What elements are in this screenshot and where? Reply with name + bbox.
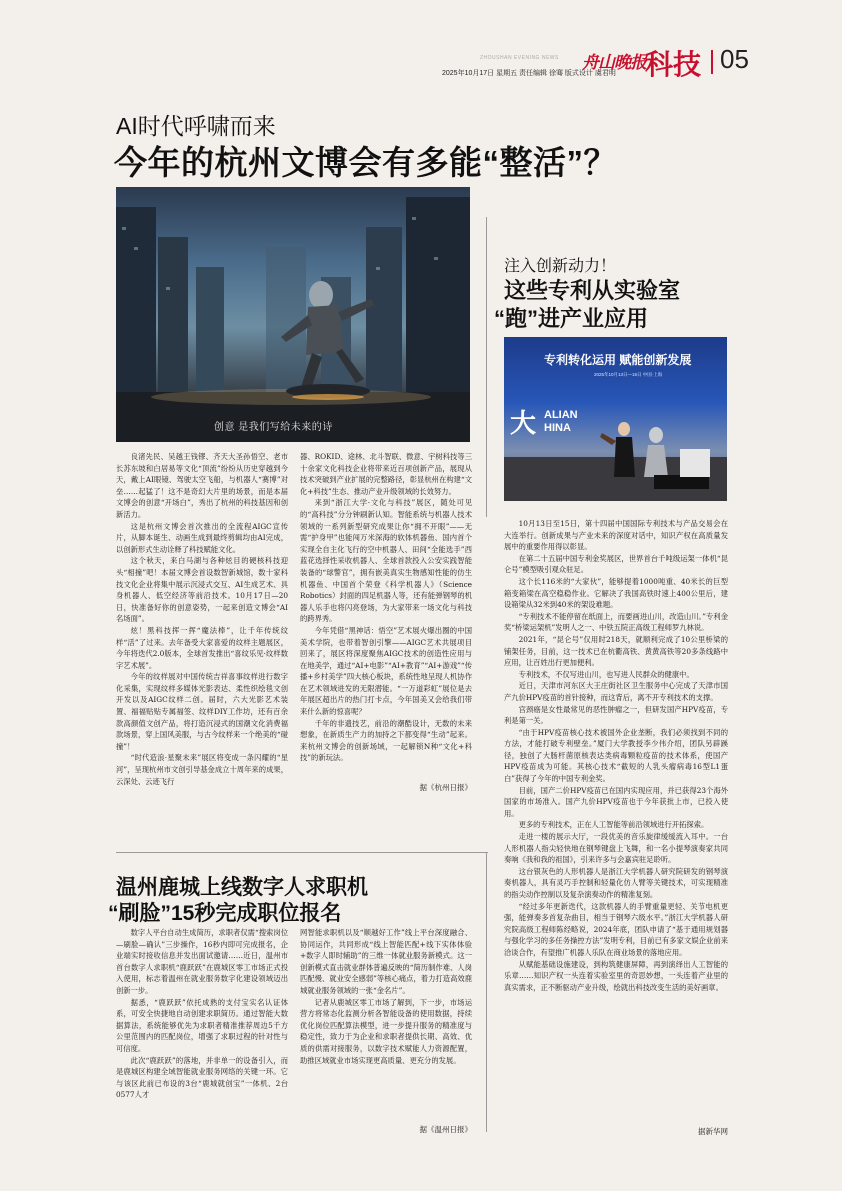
side-photo bbox=[504, 337, 727, 501]
side-headline-line-2: “跑”进产业应用 bbox=[494, 306, 649, 331]
skyscraper-scene-illustration bbox=[116, 187, 470, 442]
paragraph: 近日，天津市河东区大王庄街社区卫生服务中心完成了天津市国产九价HPV疫苗的首针接种，而这背后，离不开专利技术的支撑。 bbox=[504, 681, 728, 702]
paragraph: 10月13日至15日，第十四届中国国际专利技术与产品交易会在大连举行。创新成果与产业未来的深度对话中，知识产权在高质量发展中的重要作用得以彰显。 bbox=[504, 519, 728, 552]
section-divider-line bbox=[116, 852, 488, 853]
paragraph: 记者从鹿城区零工市场了解到，下一步，市场运营方将常态化监测分析各智能设备的使用数据，持续优化岗位匹配算法模型，进一步提升服务的精准度与稳定性，致力于为企业和求职者提供长期、高效、优质的供需对接服务，以数字技术赋能人力资源配置，助推区域就业市场实现更高质量、更充分的发展。 bbox=[300, 997, 472, 1065]
paragraph: 据悉，“鹿跃跃”依托成熟的支付宝实名认证体系，可安全快捷地自动创建求职简历。通过智能大数据算法，系统能够优先为求职者精准推荐周边5千方公里范围内的匹配岗位，增强了求职过程的针对性与可信度。 bbox=[116, 997, 288, 1053]
section-title: 科技 bbox=[645, 48, 702, 81]
side-kicker: 注入创新动力！ bbox=[504, 258, 617, 275]
paragraph: 2021年，“昆仑号”仅用时218天，就顺利完成了10公里桥梁的铺架任务，目前，这一技术已在杭衢高铁、黄黄高铁等20多条线路中应用，让百姓出行更加便利。 bbox=[504, 634, 728, 668]
photo-backdrop-big-text: 大 bbox=[510, 408, 537, 438]
paragraph: 炫！黑科技挥一挥“魔法棒”，让千年传统纹样“活”了过来。去年备受大家喜爱的纹样主题展区，今年将迭代2.0版本，全球首发推出“喜纹乐见·纹样数字艺术展”。 bbox=[116, 625, 288, 670]
paragraph: “由于HPV疫苗核心技术被国外企业垄断，我们必须找到不同的方法，才能打破专利壁垒。”厦门大学教授李少伟介绍，团队另辟蹊径，独创了大肠杆菌原核表达类病毒颗粒疫苗的技术体系，使国产HPV疫苗成为可能。其核心技术“截短的人乳头瘤病毒16型L1蛋白”获得了今年的中国专利金奖。 bbox=[504, 727, 728, 784]
paragraph: “专利技术不能停留在纸面上，而要画进山川，改造山川。”专利金奖“桥梁运架机”发明人之一、中铁五院正高级工程师罗九林说。 bbox=[504, 611, 728, 633]
paragraph: 在第二十五届中国专利金奖展区，世界首台千吨级运架一体机“昆仑号”模型吸引观众驻足。 bbox=[504, 553, 728, 575]
bottom-story-column-2 bbox=[300, 927, 472, 1119]
paragraph: 目前，国产二价HPV疫苗已在国内实现应用，并已获得23个海外国家的市场准入。国产九价HPV疫苗也于今年获批上市，已投入使用。 bbox=[504, 785, 728, 818]
main-headline: 今年的杭州文博会有多能“整活”？ bbox=[114, 144, 617, 181]
main-photo bbox=[116, 187, 470, 442]
paragraph: 良渚先民、吴越王钱镠、齐天大圣孙悟空、老市长苏东坡和白居易等文化“顶流”纷纷从历史穿越到今天，戴上AI眼镜、驾驶太空飞船，与机器人“赛博”对垒……起猛了！这不是奇幻大片里的场景，而是本届文博会的创意“开场白”，秀出了杭州的科技基因和创新活力。 bbox=[116, 452, 288, 519]
paragraph: 千年的非遗技艺，前沿的潮酷设计，无数的未来想象，在新质生产力的加持之下都变得“生动”起来。来杭州文博会的创新场域，一起解锁N种“文化+科技”的新玩法。 bbox=[300, 718, 472, 763]
paragraph: 器、ROKID、途林、北斗智联、微意、宇树科技等三十余家文化科技企业将带来近百项创新产品，展现从技术突破到产业扩展的完整路径，彰显杭州在构建“文化+科技”生态、推动产业升级领域的长效努力。 bbox=[300, 452, 472, 496]
paragraph: 网智能求职机以及“顺越好工作”线上平台深度融合、协同运作，共同形成“线上智能匹配+线下实体体验+数字人即时辅助”的三维一体就业服务新模式。这一创新模式直击就业群体普遍反映的“简历制作难、人岗匹配慢、就业安全感弱”等核心痛点，着力打造高效鹿城就业服务领域的一张“金名片”。 bbox=[300, 928, 472, 995]
paragraph: 此次“鹿跃跃”的落地，并非单一的设备引入，而是鹿城区构建全域智能就业服务网络的关键一环。它与该区此前已布设的3台“鹿城就创宝”一体机、2台0577人才 bbox=[116, 1055, 288, 1100]
photo-banner-text: 专利转化运用 赋能创新发展 bbox=[544, 353, 692, 367]
robot-pianist-scene-illustration bbox=[504, 337, 727, 501]
main-story-column-1 bbox=[116, 451, 288, 786]
side-story-body bbox=[504, 518, 728, 1121]
masthead-logo: 舟山晚报 bbox=[582, 53, 646, 73]
paragraph: 今年凭借“黑神话：悟空”艺术展火爆出圈的中国美术学院，也带着智创引擎——AIGC艺术共展项目回来了，展区将深度聚焦AIGC技术的创造性应用与在地美学，通过“AI+电影”“AI+教育”“AI+游戏”“传播+乡村美学”四大核心板块，系统性地呈现人机协作在艺术领域进发的无限潜能。“一万道彩虹”展位是去年展区超出片的热门打卡点，今年国美又会给我们带来什么新的惊喜呢？ bbox=[300, 625, 472, 717]
paragraph: 这是杭州文博会首次推出的全流程AIGC宣传片，从脚本诞生、动画生成到最终剪辑均由AI完成，以创新形式生动诠释了科技赋能文化。 bbox=[116, 521, 288, 554]
photo-caption: 创意 是我们写给未来的诗 bbox=[214, 422, 333, 433]
paragraph: 宫颈癌是女性最常见的恶性肿瘤之一，但研发国产HPV疫苗，专利是第一关。 bbox=[504, 704, 728, 726]
paragraph: 走进一楼的展示大厅，一段优美的音乐旋律缓缓流入耳中。一台人形机器人指尖轻快地在钢琴键盘上飞舞，和一名小提琴演奏家共同奏响《我和我的祖国》，引来许多与会嘉宾驻足聆听。 bbox=[504, 832, 728, 865]
paragraph: 更多的专利技术，正在人工智能等前沿领域进行开拓探索。 bbox=[518, 820, 709, 830]
paragraph: 这个秋天，来白马湖与各种炫目的硬核科技迎头“相撞”吧！本届文博会首设数智新城馆，数十家科技文化企业将集中展示沉浸式交互、AI生成艺术、具身机器人、低空经济等前沿技术。10月17日—20日，快准备好你的创意姿势，一起来创造文博会“AI名场面”。 bbox=[116, 556, 288, 624]
bottom-headline-line-2: “刷脸”15秒完成职位报名 bbox=[108, 902, 342, 925]
paragraph: 今年的纹样展对中国传统吉祥喜事纹样进行数字化采集，实现纹样多媒体光影表达、柔性织绘毯文创开发以及AIGC纹样二创。届时，六大光影艺术装置、福福贴贴专属福签、纹样DIY工作坊，还有百余款高颜值文创产品，将打造沉浸式的国潮文化消费福款场景，穿上国风美服，与古今纹样来一个绝美的“碰撞”！ bbox=[116, 672, 288, 751]
masthead-english: ZHOUSHAN EVENING NEWS bbox=[480, 55, 559, 61]
paragraph: 从赋能基础设施建设，到构筑健康屏障，再到演绎出人工智能的乐章……知识产权一头连着实验室里的奇思妙想，一头连着产业里的真实需求，正不断驱动产业升级，绘就出科技改变生活的美好画章。 bbox=[504, 959, 728, 992]
main-story-source: 据《杭州日报》 bbox=[419, 783, 472, 792]
paragraph: 这个长116米的“大家伙”，能够提着1000吨重、40米长的巨型箱变箱梁在高空稳稳作业。它解决了我国高铁时速上400公里后，建设箱梁从32米到40米的架设难题。 bbox=[504, 576, 728, 610]
photo-banner-subtext: 2025年10月13日—15日 中国·上海 bbox=[594, 372, 663, 377]
page-number: 05 bbox=[720, 44, 749, 74]
bottom-story-right-rule bbox=[486, 852, 487, 1132]
bottom-story-source: 据《温州日报》 bbox=[419, 1125, 472, 1134]
main-story-right-rule bbox=[486, 217, 487, 517]
paragraph: “经过多年更新迭代，这款机器人的手臂重量更轻、关节电机更强，能弹奏多首复杂曲目，相当于钢琴六级水平。”浙江大学机器人研究院高级工程师陈经略说，2024年底，团队申请了“基于通用规划器与强化学习的多任务操控方法”发明专利，目前已有多家文娱企业前来洽谈合作，有望推广机器人乐队在商业场景的落地应用。 bbox=[504, 901, 728, 957]
paragraph: 数字人平台自动生成简历，求职者仅需“搜索岗位—刷脸—确认”三步操作，16秒内即可完成报名，企业端实时接收信息并发出面试邀请……近日，温州市首台数字人求职机“鹿跃跃”在鹿城区零工市场正式投入使用，标志着温州在就业服务数字化建设领域迈出创新一步。 bbox=[116, 928, 288, 995]
paragraph: “时代造浪·星聚未来”展区将变成一条闪耀的“星河”，呈现杭州市文创引导基金成立十周年来的成果，云深处、云迹飞行 bbox=[116, 753, 288, 786]
side-headline-line-1: 这些专利从实验室 bbox=[504, 278, 681, 303]
photo-backdrop-side-text: ALIAN HINA bbox=[544, 409, 578, 434]
paragraph: 来到“浙江大学·文化与科技”展区，随处可见的“高科技”分分钟刷新认知。智能系统与机器人技术领域的一系列新型研究成果让你“拥不开眼”——无需“护身甲”也能闯万米深海的软体机器鱼、国内首个实现全自主化飞行的空中机器人、田间“全能选手”西蓝花选择性采收机器人、全球首款投入公安实践智能装备的“球警官”，拥有嵌美真实生物感知性能的仿生机器鱼、中国首个荣登《科学机器人》（Science Robotics）封面的四足机器人等，还有能弹钢琴的机器人乐手也将闪亮登场，为大家带来一场文化与科技的跨界秀。 bbox=[300, 498, 472, 624]
main-story-column-2 bbox=[300, 451, 472, 771]
main-kicker: AI时代呼啸而来 bbox=[116, 113, 276, 139]
section-divider bbox=[711, 50, 713, 74]
paragraph: 专利技术，不仅写进山川，也写进人民群众的健康中。 bbox=[518, 669, 694, 679]
issue-meta: 2025年10月17日 星期五 责任编辑 徐骞 版式设计 虞君明 bbox=[442, 70, 616, 77]
side-story-source: 据新华网 bbox=[698, 1127, 728, 1136]
bottom-headline-line-1: 温州鹿城上线数字人求职机 bbox=[116, 876, 368, 899]
bottom-story-column-1 bbox=[116, 927, 288, 1123]
paragraph: 这台银灰色的人形机器人是浙江大学机器人研究院研发的钢琴演奏机器人，具有灵巧手控制和轻量化仿人臂等关键技术，可实现精准的指尖动作控制以及复杂演奏动作的精准复刻。 bbox=[504, 866, 728, 899]
